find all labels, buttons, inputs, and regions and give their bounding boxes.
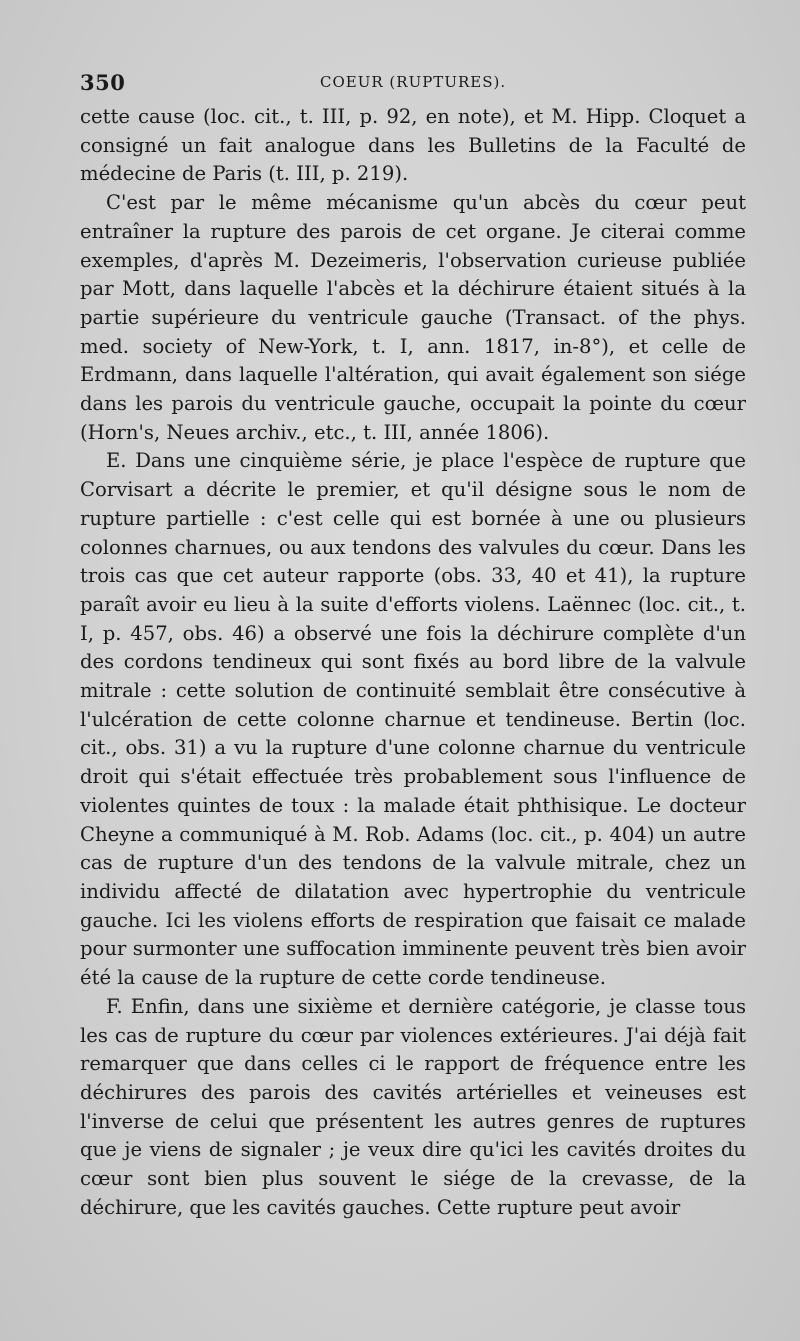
paragraph: cette cause (loc. cit., t. III, p. 92, en note), et M. Hipp. Cloquet a consigné un fait analogue dans les Bulletins de la Faculté de médecine de Paris (t. III, p. 219). <box>80 105 746 186</box>
paragraph: C'est par le même mécanisme qu'un abcès du cœur peut entraîner la rupture des parois de cet organe. Je citerai comme exemples, d'après M. Dezeimeris, l'observation curieuse publiée par Mott, dans laquelle l'abcès et la déchirure étaient situés à la partie supérieure du ventricule gauche (Transact. of the phys. med. society of New-York, t. I, ann. 1817, in-8°), et celle de Erdmann, dans laquelle l'altération, qui avait également son siége dans les parois du ventricule gauche, occupait la pointe du cœur (Horn's, Neues archiv., etc., t. III, année 1806). <box>80 191 746 444</box>
running-head: COEUR (RUPTURES). <box>320 73 507 91</box>
body-text <box>80 103 746 1222</box>
page-header <box>80 70 740 100</box>
paragraph: E. Dans une cinquième série, je place l'espèce de rupture que Corvisart a décrite le premier, et qu'il désigne sous le nom de rupture partielle : c'est celle qui est bornée à une ou plusieurs colonnes charnues, ou aux tendons des valvules du cœur. Dans les trois cas que cet auteur rapporte (obs. 33, 40 et 41), la rupture paraît avoir eu lieu à la suite d'efforts violens. Laënnec (loc. cit., t. I, p. 457, obs. 46) a observé une fois la déchirure complète d'un des cordons tendineux qui sont fixés au bord libre de la valvule mitrale : cette solution de continuité semblait être consécutive à l'ulcération de cette colonne charnue et tendineuse. Bertin (loc. cit., obs. 31) a vu la rupture d'une colonne charnue du ventricule droit qui s'était effectuée très probablement sous l'influence de violentes quintes de toux : la malade était phthisique. Le docteur Cheyne a communiqué à M. Rob. Adams (loc. cit., p. 404) un autre cas de rupture d'un des tendons de la valvule mitrale, chez un individu affecté de dilatation avec hypertrophie du ventricule gauche. Ici les violens efforts de respiration que faisait ce malade pour surmonter une suffocation imminente peuvent très bien avoir été la cause de la rupture de cette corde tendineuse. <box>80 449 746 990</box>
paragraph: F. Enfin, dans une sixième et dernière catégorie, je classe tous les cas de rupture du cœur par violences extérieures. J'ai déjà fait remarquer que dans celles ci le rapport de fréquence entre les déchirures des parois des cavités artérielles et veineuses est l'inverse de celui que présentent les autres genres de ruptures que je viens de signaler ; je veux dire qu'ici les cavités droites du cœur sont bien plus souvent le siége de la crevasse, de la déchirure, que les cavités gauches. Cette rupture peut avoir <box>80 994 746 1219</box>
page-number: 350 <box>80 70 126 95</box>
